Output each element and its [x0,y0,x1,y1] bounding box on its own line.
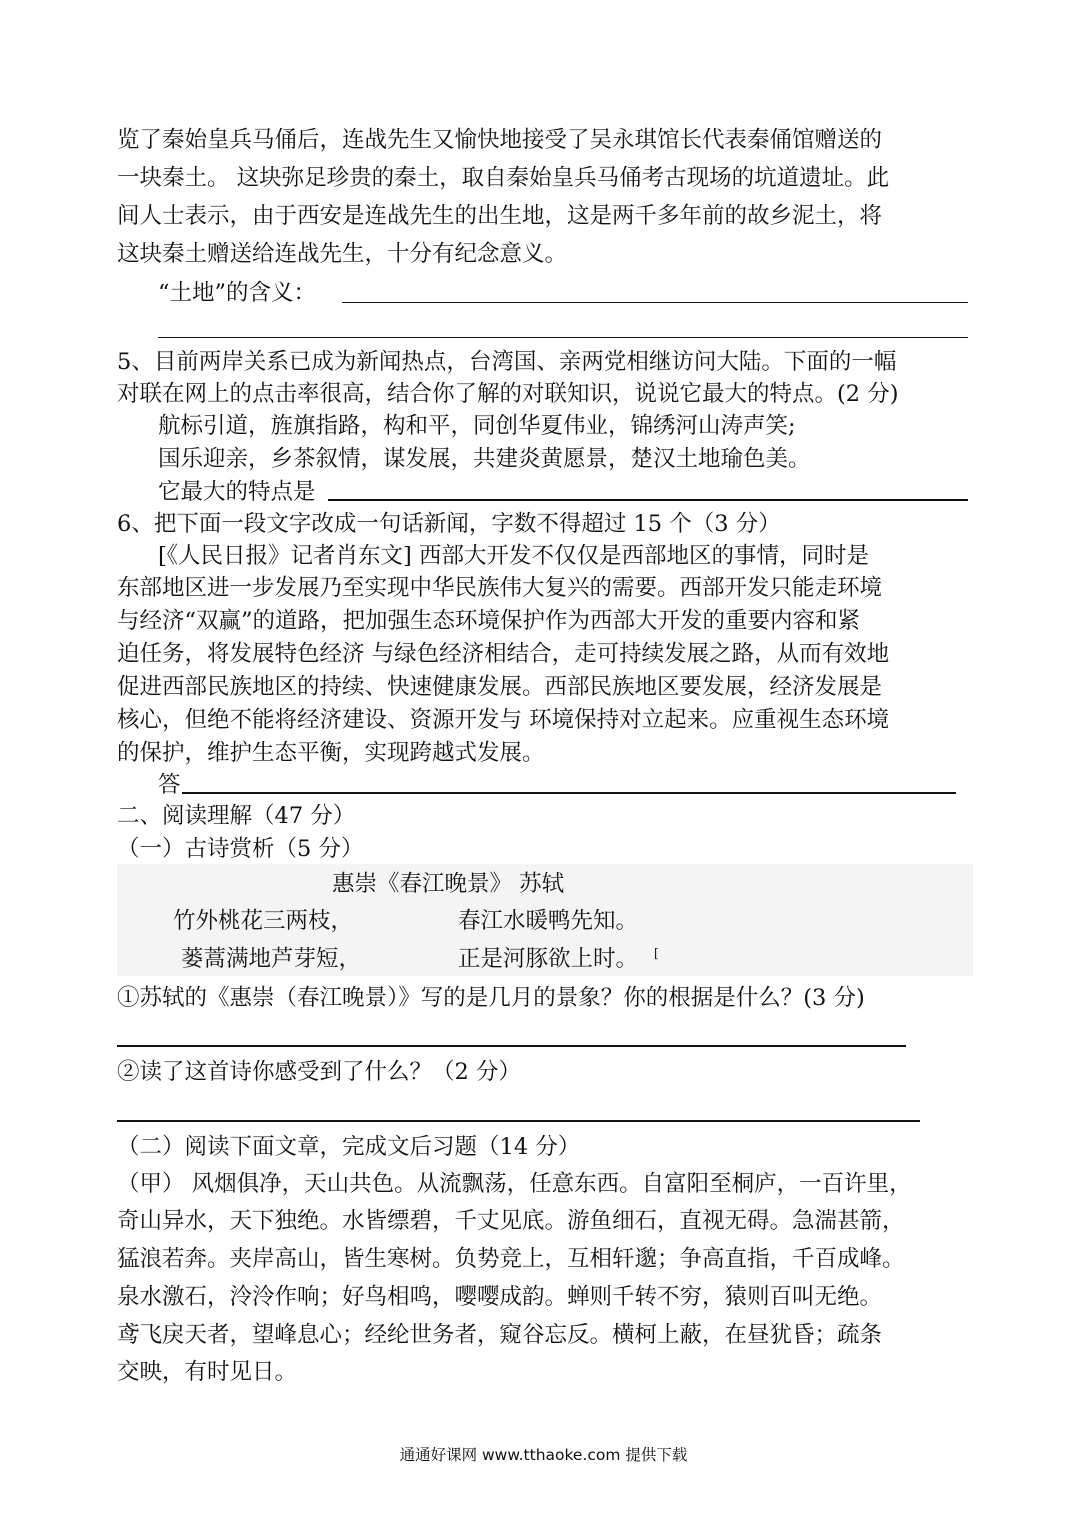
reading-line: 猛浪若奔。夹岸高山，皆生寒树。负势竞上，互相轩邈；争高直指，千百成峰。 [117,1246,905,1272]
reading-line: （甲） 风烟俱净，天山共色。从流飘荡，任意东西。自富阳至桐庐，一百许里， [117,1171,912,1197]
answer-line[interactable] [328,499,968,501]
passage-line: 览了秦始皇兵马俑后，连战先生又愉快地接受了吴永琪馆长代表秦俑馆赠送的 [117,127,883,153]
poem-line: 竹外桃花三两枝， [173,908,354,934]
news-text-line: 与经济“双赢”的道路，把加强生态环境保护作为西部大开发的重要内容和紧 [117,608,861,634]
poem-line: 春江水暖鸭先知。 [458,908,639,934]
couplet-upper: 航标引道，旌旗指路，构和平，同创华夏伟业，锦绣河山涛声笑; [158,413,796,439]
news-text-line: 迫任务，将发展特色经济 与绿色经济相结合，走可持续发展之路，从而有效地 [117,641,890,667]
news-text-line: [《人民日报》记者肖东文] 西部大开发不仅仅是西部地区的事情，同时是 [158,543,869,569]
subsection-title: （一）古诗赏析（5 分） [117,836,364,862]
answer-line[interactable] [117,1120,920,1122]
passage-line: 一块秦土。 这块弥足珍贵的秦土，取自秦始皇兵马俑考古现场的坑道遗址。此 [117,165,890,191]
passage-line: 间人士表示，由于西安是连战先生的出生地，这是两千多年前的故乡泥土，将 [117,203,883,229]
stray-mark: [ [654,946,659,960]
reading-line: 泉水激石，泠泠作响；好鸟相鸣，嘤嘤成韵。蝉则千转不穷，猿则百叫无绝。 [117,1284,883,1310]
section-title: 二、阅读理解（47 分） [117,803,356,829]
page-footer: 通通好课网 www.tthaoke.com 提供下载 [399,1446,688,1464]
poem-title: 惠崇《春江晚景》 苏轼 [332,871,565,897]
poem-question-1: ①苏轼的《惠崇（春江晚景）》写的是几月的景象？你的根据是什么？(3 分) [117,985,865,1011]
question-5-answer-prompt: 它最大的特点是 [158,479,316,505]
question-5-line: 5、目前两岸关系已成为新闻热点，台湾国、亲两党相继访问大陆。下面的一幅 [117,349,897,375]
news-text-line: 核心，但绝不能将经济建设、资源开发与 环境保持对立起来。应重视生态环境 [117,707,890,733]
answer-line[interactable] [342,302,968,303]
passage-line: 这块秦土赠送给连战先生，十分有纪念意义。 [117,241,568,267]
news-text-line: 东部地区进一步发展乃至实现中华民族伟大复兴的需要。西部开发只能走环境 [117,575,883,601]
answer-line[interactable] [158,337,968,338]
question-5-line: 对联在网上的点击率很高，结合你了解的对联知识，说说它最大的特点。(2 分) [117,381,899,407]
reading-line: 交映，有时见日。 [117,1359,298,1385]
couplet-lower: 国乐迎亲，乡茶叙情，谋发展，共建炎黄愿景，楚汉土地瑜色美。 [158,446,811,472]
news-text-line: 的保护，维护生态平衡，实现跨越式发展。 [117,740,545,766]
reading-line: 鸢飞戾天者，望峰息心；经纶世务者，窥谷忘反。横柯上蔽，在昼犹昏；疏条 [117,1322,883,1348]
poem-line: 蒌蒿满地芦芽短， [181,946,362,972]
reading-line: 奇山异水，天下独绝。水皆缥碧，千丈见底。游鱼细石，直视无碍。急湍甚箭， [117,1208,905,1234]
question-6-answer-prompt: 答 [158,772,181,798]
answer-line[interactable] [182,792,956,794]
question-6-prompt: 6、把下面一段文字改成一句话新闻，字数不得超过 15 个（3 分） [117,511,781,537]
question-4-prompt: “土地”的含义： [158,280,317,306]
poem-line: 正是河豚欲上时。 [458,946,639,972]
subsection-title: （二）阅读下面文章，完成文后习题（14 分） [117,1134,581,1160]
answer-line[interactable] [117,1045,906,1047]
poem-question-2: ②读了这首诗你感受到了什么？（2 分） [117,1059,521,1085]
news-text-line: 促进西部民族地区的持续、快速健康发展。西部民族地区要发展，经济发展是 [117,674,883,700]
